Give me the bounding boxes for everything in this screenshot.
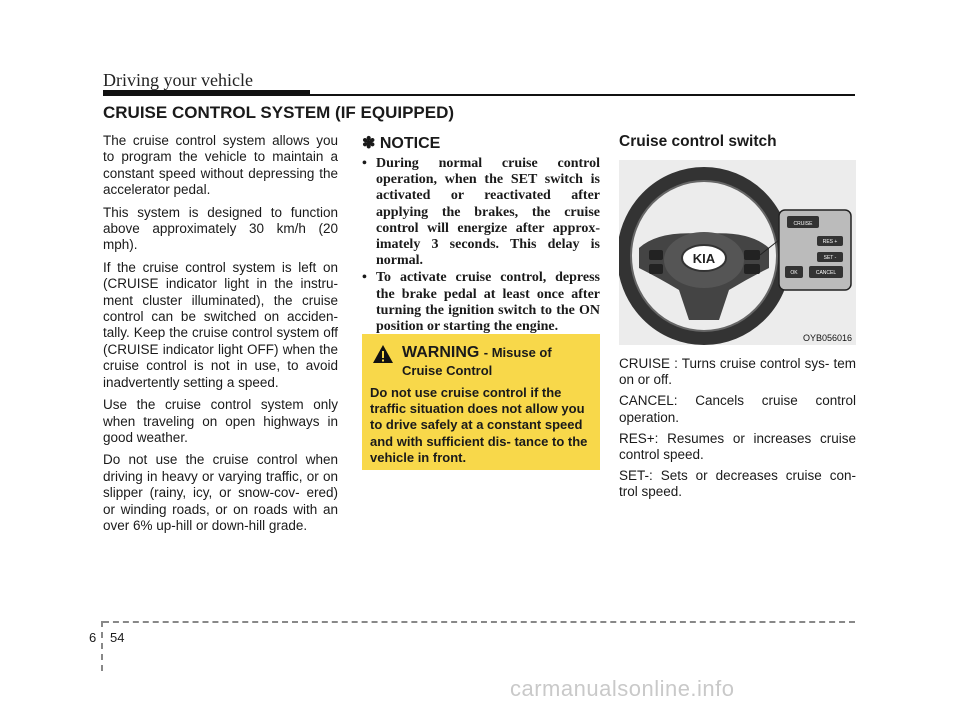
watermark: carmanualsonline.info	[510, 676, 735, 701]
ok-label: OK	[790, 270, 798, 276]
definition-desc: Turns cruise control sys- tem on or off.	[619, 356, 856, 388]
notice-title: NOTICE	[379, 135, 441, 152]
header-bar	[103, 90, 310, 96]
intro-paragraph: The cruise control system allows you to program the vehicle to maintain a constant speed without depressing the accelerator pedal.	[103, 133, 338, 198]
set-label: SET -	[823, 255, 837, 261]
cruise-label: CRUISE	[793, 221, 813, 227]
notice-item: • During normal cruise control operation, when the SET switch is activated or reactivated after applying the brakes, the cruise control will energize after approx- imately 3 seconds. This delay is normal.	[362, 156, 600, 269]
definition-desc: Sets or decreases cruise con- trol speed.	[619, 468, 856, 500]
image-code: OYB056016	[802, 333, 852, 343]
notice-column	[362, 133, 600, 336]
notice-item: • To activate cruise control, depress the brake pedal at least once after turning the ignition switch to the ON position or starting the engine.	[362, 270, 600, 335]
section-title: CRUISE CONTROL SYSTEM (IF EQUIPPED)	[103, 103, 455, 122]
warning-box	[362, 334, 600, 470]
steering-wheel-illustration	[619, 160, 856, 345]
page-number: 54	[110, 630, 125, 645]
definition-term: RES+:	[619, 430, 659, 446]
cancel-label: CANCEL	[815, 270, 837, 276]
warning-subtitle-2: Cruise Control	[402, 363, 493, 378]
notice-star-icon: ✽	[362, 135, 376, 152]
warning-triangle-icon	[372, 344, 394, 364]
definition-set	[619, 468, 856, 500]
definition-cruise	[619, 356, 856, 388]
header-rule	[310, 94, 855, 96]
wheel-logo: KIA	[692, 251, 716, 266]
intro-paragraph: Do not use the cruise control when driving in heavy or varying traffic, or on slipper (rainy, icy, or snow-cov- ered) or winding roads, or on roads with an over 6% up-hill or down-hill grade.	[103, 452, 338, 533]
switch-column	[619, 133, 856, 151]
intro-paragraph: This system is designed to function above approximately 30 km/h (20 mph).	[103, 204, 338, 253]
footer-rule	[103, 621, 855, 623]
switch-heading: Cruise control switch	[619, 133, 777, 150]
switch-definitions	[619, 356, 856, 506]
definition-desc: Resumes or increases cruise control speed.	[619, 430, 856, 463]
steering-wheel-icon	[619, 160, 856, 345]
res-label: RES +	[822, 239, 838, 245]
definition-term: CANCEL:	[619, 393, 678, 409]
intro-paragraph: Use the cruise control system only when traveling on open highways in good weather.	[103, 397, 338, 445]
notice-heading	[362, 133, 600, 153]
footer-divider	[101, 621, 103, 671]
chapter-number: 6	[89, 630, 97, 645]
warning-title: WARNING	[402, 344, 480, 361]
warning-text: Do not use cruise control if the traffic situation does not allow you to drive safely at a constant speed and with sufficient dis- tance to the vehicle in front.	[370, 385, 588, 465]
definition-term: CRUISE :	[619, 356, 678, 371]
definition-term: SET-:	[619, 468, 653, 484]
intro-column	[103, 133, 338, 540]
warning-subtitle: - Misuse of	[483, 345, 552, 360]
notice-list	[362, 156, 600, 335]
intro-paragraph: If the cruise control system is left on (CRUISE indicator light in the instru- ment cluster illuminated), the cruise control can be switched on acciden- tally. Keep the cruise control system off (CRUISE indicator light OFF) when the cruise control is not in use, to avoid inadvertently setting a speed.	[103, 259, 338, 390]
definition-desc: Cancels cruise control operation.	[619, 393, 856, 425]
running-header: Driving your vehicle	[103, 70, 253, 90]
definition-cancel	[619, 393, 856, 425]
definition-res	[619, 431, 856, 463]
